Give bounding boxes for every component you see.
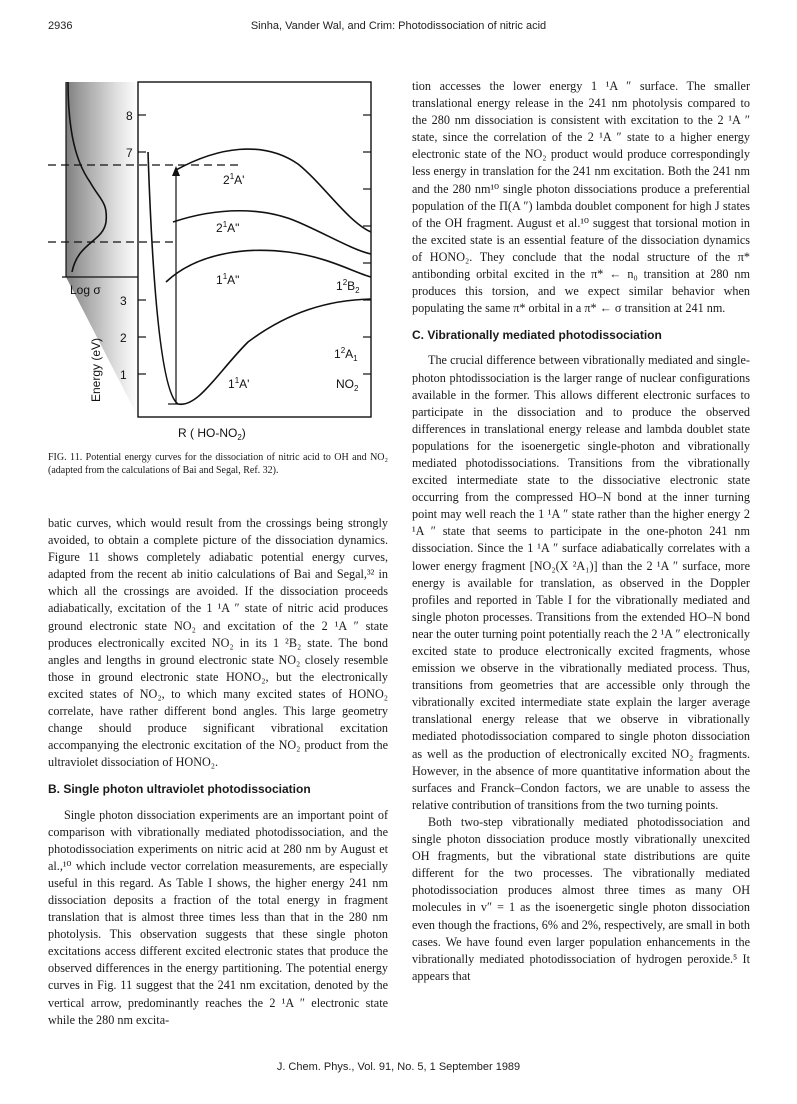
paragraph: tion accesses the lower energy 1 ¹A ″ surface. The smaller translational energy release in the 241 nm photolysis compared to the 280 nm dissociation is consistent with excitation to the 2 ¹A ″ state, since the correlation of the 2 ¹A ″ state to a higher energy electronic state of the NO₂ product would produce correspondingly less energy in translation for the 241 nm excitation. Both the 241 nm and the 280 nm¹⁰ single photon dissociations produce a preferential population of the Π(A ″) lambda doublet component for high J states of the OH fragment. August et al.¹⁰ suggest that torsional motion in the excited state is an essential feature of the dissociation dynamics of HONO₂. They conclude that the nodal structure of the π* antibonding orbital excited in the π* ← n₀ transition at 280 nm produces this torsion, and we expect similar behavior when populating the same π* orbital in a π* ← σ transition at 241 nm. bbox=[412, 79, 750, 316]
journal-footer: J. Chem. Phys., Vol. 91, No. 5, 1 September 1989 bbox=[276, 1061, 521, 1073]
tick-label: 8 bbox=[126, 109, 133, 123]
curve-1A-double-prime bbox=[166, 250, 371, 282]
tick-label: 3 bbox=[120, 294, 127, 308]
paragraph: Single photon dissociation experiments are an important point of comparison with vibrationally mediated photodissociation, and the photodissociation experiments on nitric acid at 280 nm by August et al.,¹⁰ which include vector correlation measurements, are especially useful in this regard. As Table I shows, the higher energy 241 nm dissociation deposits a fraction of the total energy in fragment translation that is almost three times less than that in the 280 nm photolysis. This observation suggests that these single photon excitations access different excited electronic states that produce the observed differences in the energy partitioning. The potential energy curves in Fig. 11 suggest that the 241 nm excitation, denoted by the vertical arrow, predominantly reaches the 2 ¹A ″ electronic state while the 280 nm excita- bbox=[48, 807, 388, 1027]
left-column bbox=[48, 515, 388, 1029]
paragraph: The crucial difference between vibrationally mediated and single-photon phtodissociation is the larger range of nuclear configurations available in the former. This allows different electronic surfaces to participate in the dissociation and to produce the observed differences in translational energy release and lambda doublet state populations for the isoenergetic single-photon and vibrationally mediated photodissociations. Transitions from the vibrationally excited intermediate state to the dissociative electronic state occurring from the compressed HO–N bond at the inner turning point may well reach the 1 ¹A ″ state rather than the higher energy 2 ¹A ″ state that seems to participate in the one-photon 241 nm dissociation. Since the 1 ¹A ″ surface adiabatically correlates with a lower energy fragment [NO₂(X ²A₁)] than the 2 ¹A ″ surface, more energy is available for translation, as observed in the Doppler profiles and reported in Table I for the vibrationally mediated and single photon processes. Transitions from the extended HO–N bond near the outer turning point potentially reach the 2 ¹A ″ electronically excited state to produce electronically excited fragments, whose emission we observe in the vibrationally mediated process. Thus, transitions from geometries that are accessible only through the vibrationally excited intermediate state explain the larger average translational energy release that we observe in vibrationally mediated photodissociation compared to single photon dissociation as well as the production of electronically excited NO₂ fragments. However, in the absence of more quantitative information about the surfaces and Franck–Condon factors, we are unable to assess the relative contribution of transitions from the two turning points. bbox=[412, 353, 750, 812]
curve-2A-double-prime bbox=[173, 211, 371, 254]
section-heading-b: B. Single photon ultraviolet photodissociation bbox=[48, 782, 311, 797]
state-label-2A-prime: $2^1A'$ bbox=[223, 172, 245, 187]
figure-caption: FIG. 11. Potential energy curves for the dissociation of nitric acid to OH and NO₂ (adapted from the calculations of Bai and Segal, Ref. 32). bbox=[48, 452, 388, 476]
right-label-1-2B2: $1^2B_2$ bbox=[336, 278, 360, 295]
log-sigma-label: Log σ bbox=[70, 283, 101, 297]
right-label-1-2A1: $1^2A_1$ bbox=[334, 346, 358, 363]
tick-label: 2 bbox=[120, 331, 127, 345]
right-column bbox=[412, 78, 750, 985]
x-axis-label: R ( $HO-NO_2$) bbox=[178, 426, 246, 442]
state-label-1A-double-prime: $1^1A$" bbox=[216, 272, 240, 287]
state-label-2A-double-prime: $2^1A$" bbox=[216, 220, 240, 235]
section-heading-c: C. Vibrationally mediated photodissociation bbox=[412, 328, 662, 343]
tick-label: 1 bbox=[120, 368, 127, 382]
y-axis-label: Energy (eV) bbox=[89, 337, 103, 402]
potential-energy-figure bbox=[48, 72, 388, 442]
curve-2A-prime bbox=[176, 149, 371, 232]
state-label-1A-prime: $1^1A'$ bbox=[228, 376, 250, 391]
plot-frame bbox=[138, 82, 371, 417]
page-number: 2936 bbox=[48, 20, 73, 32]
paragraph: batic curves, which would result from the crossings being strongly avoided, to obtain a complete picture of the dissociation dynamics. Figure 11 shows completely adiabatic potential energy curves, adapted from the recent ab initio calculations of Bai and Segal,³² in which all the crossings are avoided. If the dissociation proceeds adiabatically, excitation of the 1 ¹A ″ state of nitric acid produces ground electronic state NO₂ and excitation of the 2 ¹A ″ state produces electronically excited NO₂ in its 1 ²B₂ state. The bond angles and lengths in ground electronic state NO₂ closely resemble those in ground electronic state HONO₂, but the electronically excited states of NO₂, to which many excited states of HONO₂ correlate, have rather different bond angles. This large geometry change should produce significant vibrational excitation accompanying the electronic excitation of the NO₂ product from the ultraviolet dissociation of HONO₂. bbox=[48, 516, 388, 770]
right-label-NO2: $NO_2$ bbox=[336, 377, 359, 393]
paragraph: Both two-step vibrationally mediated photodissociation and single photon dissociation produce mostly vibrationally unexcited OH fragments, but the vibrational state distributions are quite different for the two processes. The vibrationally mediated photodissociation produces almost three times as many OH molecules in v″ = 1 as the isoenergetic single photon dissociation even though the fractions, 6% and 2%, respectively, are small in both cases. We have found even larger population enhancements in the vibrationally mediated photodissociation of hydrogen peroxide.⁵ It appears that bbox=[412, 814, 750, 983]
tick-label: 7 bbox=[126, 146, 133, 160]
running-title: Sinha, Vander Wal, and Crim: Photodissociation of nitric acid bbox=[250, 20, 547, 32]
